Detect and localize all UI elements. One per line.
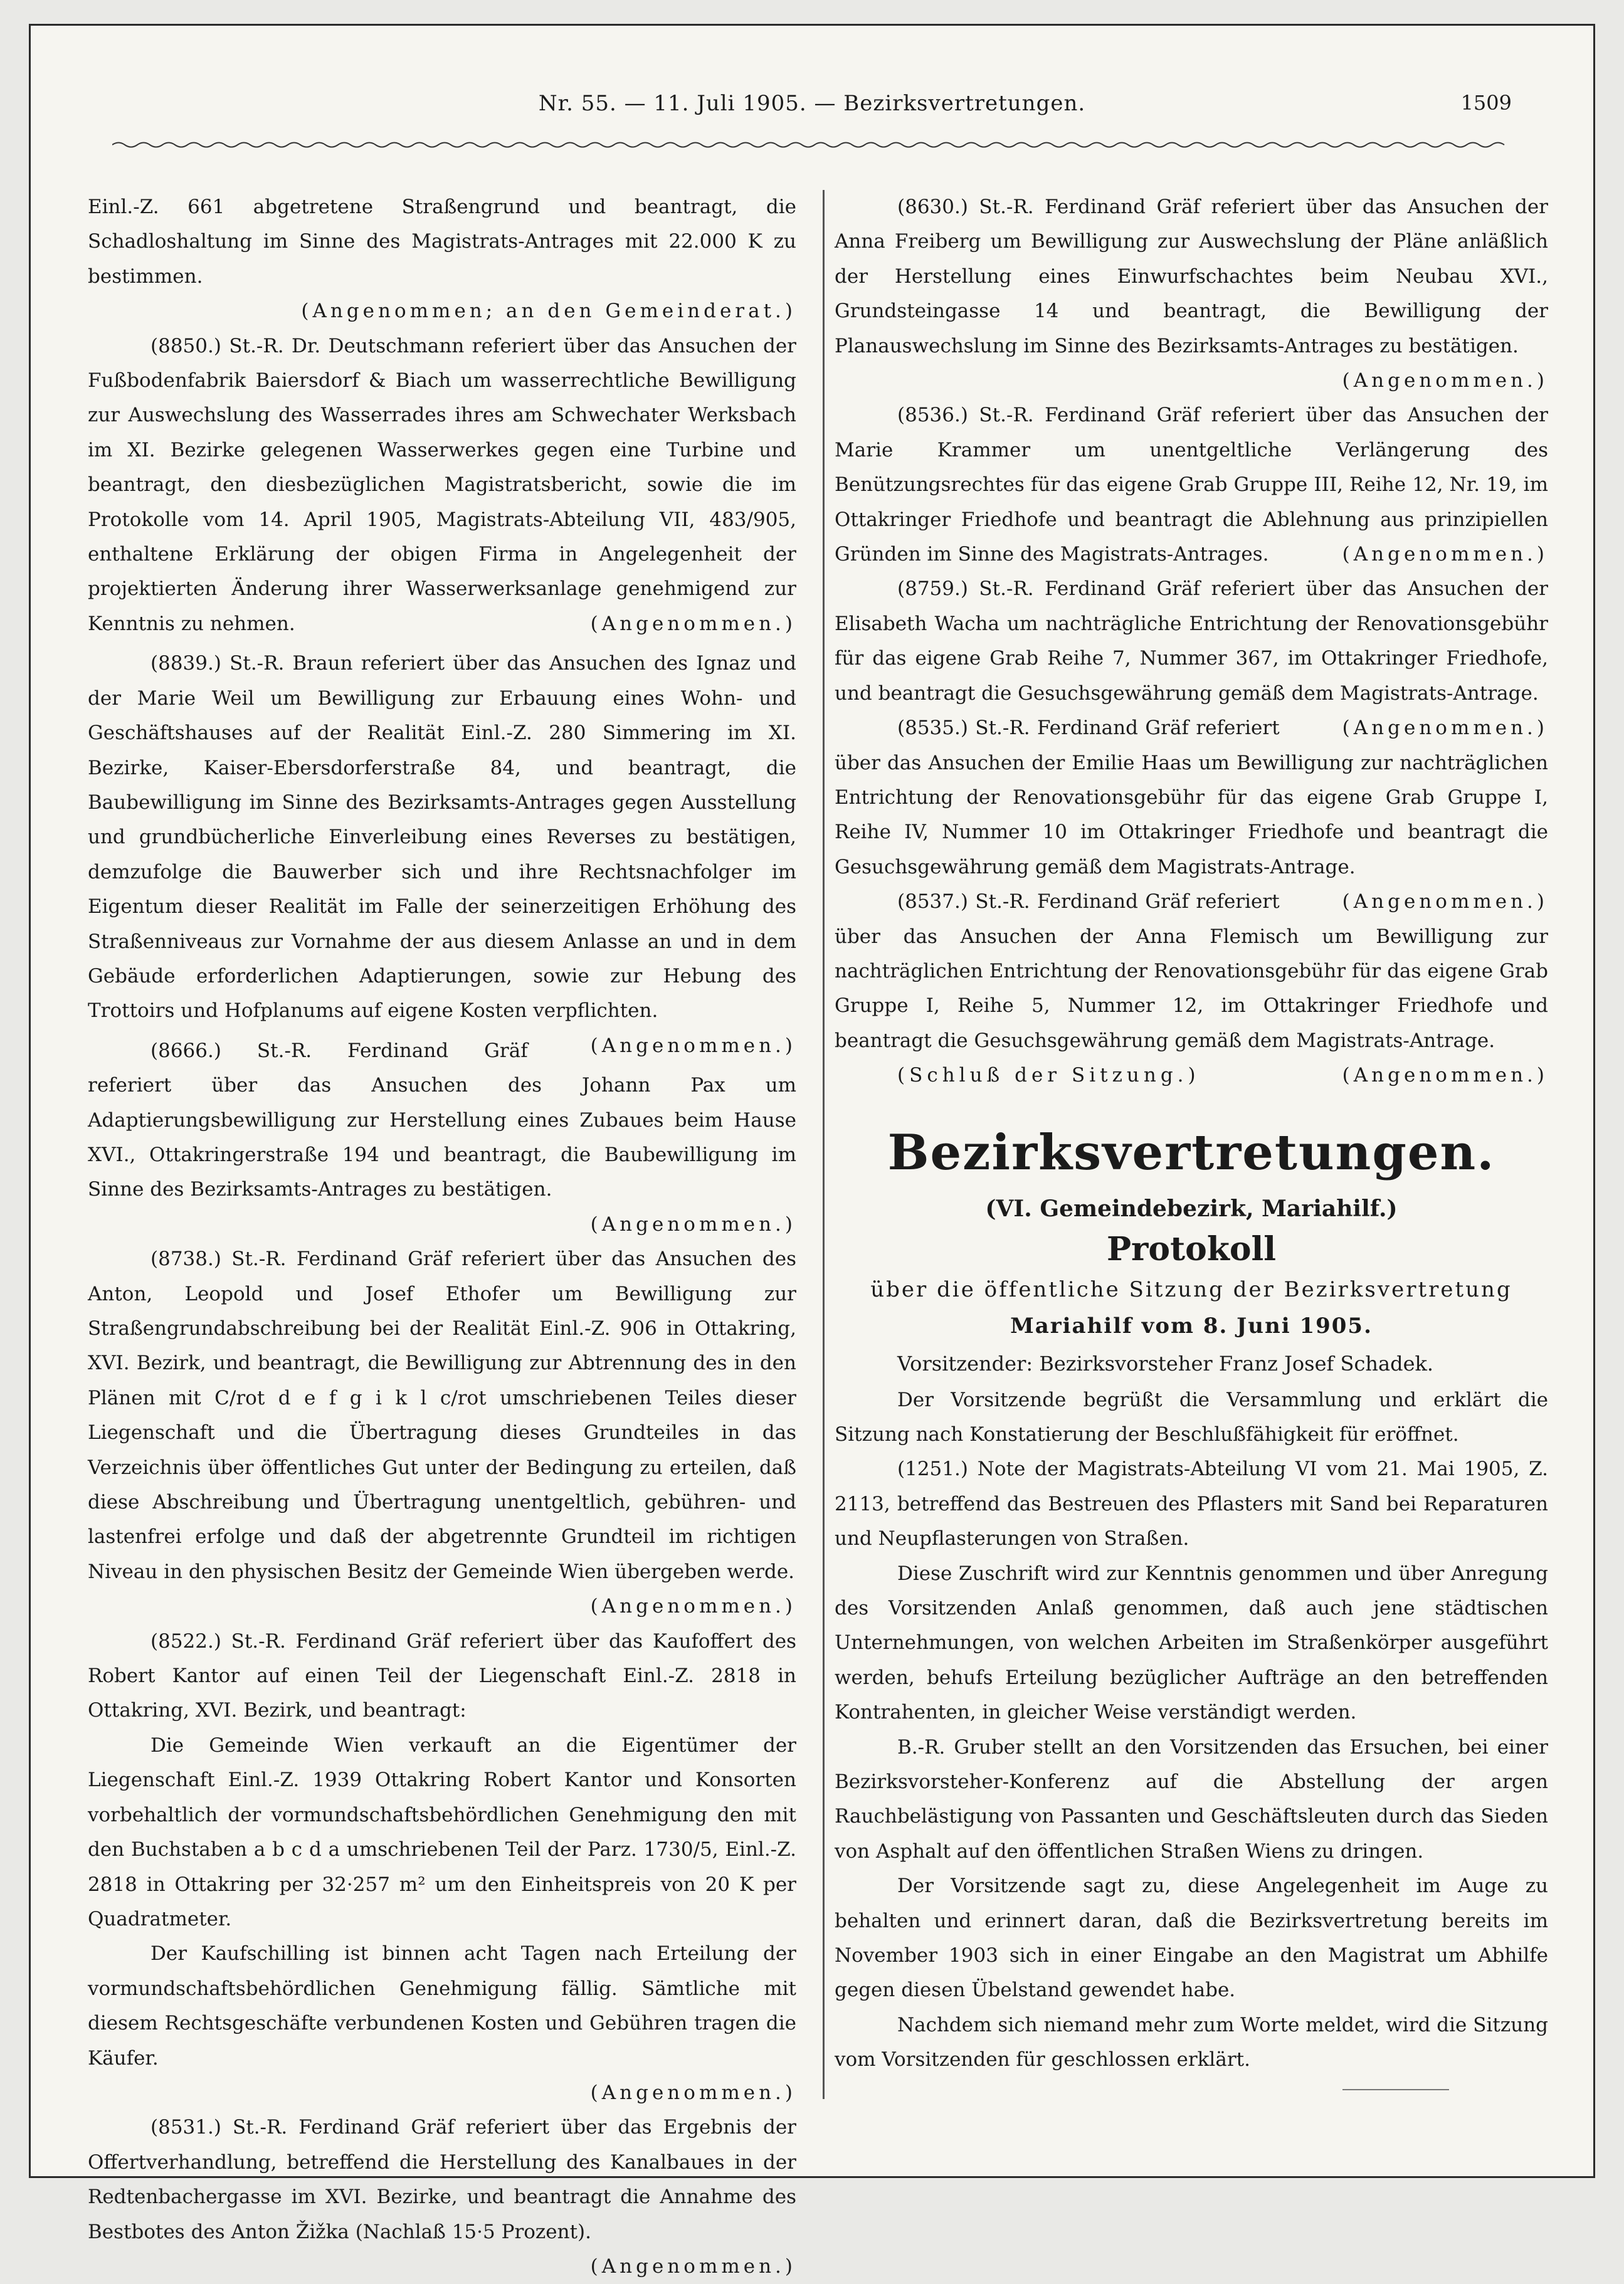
paragraph: (8759.) St.-R. Ferdinand Gräf referiert über das Ansuchen der Elisabeth Wacha um nachträgliche Entrichtung der Renovationsgebühr für das eigene Grab Reihe 7, Nummer 367, im Ottakringer Friedhofe, und beantragt die Gesuchsgewährung gemäß dem Magistrats-Antrage. (Angenommen.) xyxy=(835,572,1548,711)
paragraph: (8850.) St.-R. Dr. Deutschmann referiert über das Ansuchen der Fußbodenfabrik Baiersdorf & Biach um wasserrechtliche Bewilligung zur Auswechslung des Wasserrades ihres am Schwechater Werksbach im XI. Bezirke gelegenen Wasserwerkes gegen eine Turbine und beantragt, den diesbezüglichen Magistratsbericht, sowie die im Protokolle vom 14. April 1905, Magistrats-Abteilung VII, 483/905, enthaltene Erklärung der obigen Firma in Angelegenheit der projektierten Änderung ihrer Wasserwerksanlage genehmigend zur Kenntnis zu nehmen. (Angenommen.) xyxy=(88,329,796,642)
resolution-note: (Angenommen.) xyxy=(590,2255,796,2278)
paragraph: (8666.) St.-R. Ferdinand Gräf referiert über das Ansuchen des Johann Pax um Adaptierungsbewilligung zur Herstellung eines Zubaues beim Hause XVI., Ottakringerstraße 194 und beantragt, die Baubewilligung im Sinne des Bezirksamts-Antrages zu bestätigen. xyxy=(88,1039,796,1201)
paragraph: Der Kaufschilling ist binnen acht Tagen nach Erteilung der vormundschaftsbehördlichen Genehmigung fällig. Sämtliche mit diesem Rechtsgeschäfte verbundenen Kosten und Gebühren tragen die Käufer. xyxy=(88,1942,796,2070)
chair-line: Vorsitzender: Bezirksvorsteher Franz Josef Schadek. xyxy=(897,1351,1434,1376)
session-closed: (Schluß der Sitzung.) xyxy=(897,1064,1200,1087)
resolution-note: (Angenommen.) xyxy=(590,612,796,635)
paragraph: Nachdem sich niemand mehr zum Worte meldet, wird die Sitzung vom Vorsitzenden für geschlossen erklärt. xyxy=(835,2013,1548,2071)
column-divider xyxy=(823,190,825,2099)
paragraph: (8531.) St.-R. Ferdinand Gräf referiert über das Ergebnis der Offertverhandlung, betreffend die Herstellung des Kanalbaues in der Redtenbachergasse im XVI. Bezirke, und beantragt die Annahme des Bestbotes des Anton Žižka (Nachlaß 15·5 Prozent). xyxy=(88,2116,796,2243)
paragraph: Die Gemeinde Wien verkauft an die Eigentümer der Liegenschaft Einl.-Z. 1939 Ottakring Robert Kantor und Konsorten vorbehaltlich der vormundschaftsbehördlichen Genehmigung den mit den Buchstaben a b c d a umschriebenen Teil der Parz. 1730/5, Einl.-Z. 2818 in Ottakring per 32·257 m² um den Einheitspreis von 20 K per Quadratmeter. xyxy=(88,1734,796,1930)
newspaper-page xyxy=(29,24,1595,2278)
protokoll-heading: Protokoll xyxy=(1106,1229,1277,1268)
paragraph: (1251.) Note der Magistrats-Abteilung VI vom 21. Mai 1905, Z. 2113, betreffend das Bestreuen des Pflasters mit Sand bei Reparaturen und Neupflasterungen von Straßen. xyxy=(835,1458,1548,1550)
paragraph: (8535.) St.-R. Ferdinand Gräf referiert über das Ansuchen der Emilie Haas um Bewilligung zur nachträglichen Entrichtung der Renovationsgebühr für das eigene Grab Gruppe I, Reihe IV, Nummer 10 im Ottakringer Friedhofe und beantragt die Gesuchsgewährung gemäß dem Magistrats-Antrage. (Angenommen.) xyxy=(835,711,1548,885)
session-date-line: Mariahilf vom 8. Juni 1905. xyxy=(1010,1313,1373,1339)
paragraph: (8537.) St.-R. Ferdinand Gräf referiert über das Ansuchen der Anna Flemisch um Bewilligung zur nachträglichen Entrichtung der Renovationsgebühr für das eigene Grab Gruppe I, Reihe 5, Nummer 12, im Ottakringer Friedhofe und beantragt die Gesuchsgewährung gemäß dem Magistrats-Antrage. (Angenommen.) xyxy=(835,885,1548,1058)
paragraph: (8522.) St.-R. Ferdinand Gräf referiert über das Kaufoffert des Robert Kantor auf einen Teil der Liegenschaft Einl.-Z. 2818 in Ottakring, XVI. Bezirk, und beantragt: xyxy=(88,1629,796,1722)
left-column xyxy=(88,190,796,2284)
paragraph: (8839.) St.-R. Braun referiert über das Ansuchen des Ignaz und der Marie Weil um Bewilligung zur Erbauung eines Wohn- und Geschäftshauses auf der Realität Einl.-Z. 280 Simmering im XI. Bezirke, Kaiser-Ebersdorferstraße 84, und beantragt, die Baubewilligung im Sinne des Bezirksamts-Antrages gegen Ausstellung und grundbücherliche Einverleibung eines Reverses zu bestätigen, demzufolge die Bauwerber sich und ihre Rechtsnachfolger im Eigentum dieser Realität im Falle der seinerzeitigen Erhöhung des Straßenniveaus zur Vornahme der aus diesem Anlasse an und in dem Gebäude erforderlichen Adaptierungen, sowie zur Hebung des Trottoirs und Hofplanums auf eigene Kosten verpflichten. (Angenommen.) xyxy=(88,646,796,1028)
resolution-note: (Angenommen.) xyxy=(1342,543,1548,566)
resolution-note: (Angenommen.) xyxy=(590,1213,796,1236)
resolution-note: (Angenommen.) xyxy=(1342,1064,1548,1087)
paragraph: B.-R. Gruber stellt an den Vorsitzenden das Ersuchen, bei einer Bezirksvorsteher-Konferenz auf die Abstellung der argen Rauchbelästigung von Passanten und Geschäftsleuten durch das Sieden von Asphalt auf den öffentlichen Straßen Wiens zu dringen. xyxy=(835,1735,1548,1863)
page-number: 1509 xyxy=(1460,91,1512,115)
page-header xyxy=(31,88,1593,132)
resolution-note: (Angenommen.) xyxy=(590,1034,796,1057)
section-heading: Bezirksvertretungen. xyxy=(887,1124,1495,1181)
resolution-note: (Angenommen; an den Gemeinderat.) xyxy=(301,300,796,323)
paragraph: (8738.) St.-R. Ferdinand Gräf referiert über das Ansuchen des Anton, Leopold und Josef Ethofer um Bewilligung zur Straßengrundabschreibung bei der Realität Einl.-Z. 906 in Ottakring, XVI. Bezirk, und beantragt, die Bewilligung zur Abtrennung des in den Plänen mit C/rot d e f g i k l c/rot umschriebenen Teiles dieser Liegenschaft und die Übertragung dieses Grundteiles in das Verzeichnis über öffentliches Gut unter der Bedingung zu erteilen, daß diese Abschreibung und Übertragung unentgeltlich, gebühren- und lastenfrei erfolge und daß der abgetrennte Grundteil im richtigen Niveau in den physischen Besitz der Gemeinde Wien übergeben werde. xyxy=(88,1248,796,1583)
resolution-note: (Angenommen.) xyxy=(590,2081,796,2104)
end-rule xyxy=(1342,2089,1449,2090)
paragraph: Diese Zuschrift wird zur Kenntnis genommen und über Anregung des Vorsitzenden Anlaß genommen, daß auch jene städtischen Unternehmungen, von welchen Arbeiten im Straßenkörper ausgeführt werden, behufs Erteilung bezüglicher Aufträge an den betreffenden Kontrahenten, in gleicher Weise verständigt werden. xyxy=(835,1562,1548,1724)
resolution-note: (Angenommen.) xyxy=(1342,369,1548,392)
session-line: über die öffentliche Sitzung der Bezirksvertretung xyxy=(870,1276,1512,1302)
paragraph: (8630.) St.-R. Ferdinand Gräf referiert über das Ansuchen der Anna Freiberg um Bewilligung zur Auswechslung der Pläne anläßlich der Herstellung eines Einwurfschachtes beim Neubau XVI., Grundsteingasse 14 und beantragt, die Bewilligung der Planauswechslung im Sinne des Bezirksamts-Antrages zu bestätigen. xyxy=(835,196,1548,357)
header-wavy-rule xyxy=(112,140,1511,149)
right-column xyxy=(835,190,1548,2090)
paragraph: Einl.-Z. 661 abgetretene Straßengrund und beantragt, die Schadloshaltung im Sinne des Magistrats-Antrages mit 22.000 K zu bestimmen. xyxy=(88,196,796,288)
paragraph: Der Vorsitzende sagt zu, diese Angelegenheit im Auge zu behalten und erinnert daran, daß die Bezirksvertretung bereits im November 1903 sich in einer Eingabe an den Magistrat um Abhilfe gegen diesen Übelstand gewendet habe. xyxy=(835,1875,1548,2002)
resolution-note: (Angenommen.) xyxy=(1342,717,1548,740)
paragraph: Der Vorsitzende begrüßt die Versammlung und erklärt die Sitzung nach Konstatierung der Beschlußfähigkeit für eröffnet. xyxy=(835,1388,1548,1446)
resolution-note: (Angenommen.) xyxy=(1342,890,1548,913)
resolution-note: (Angenommen.) xyxy=(590,1595,796,1618)
paragraph: (8536.) St.-R. Ferdinand Gräf referiert über das Ansuchen der Marie Krammer um unentgeltliche Verlängerung des Benützungsrechtes für das eigene Grab Gruppe III, Reihe 12, Nr. 19, im Ottakringer Friedhofe und beantragt die Ablehnung aus prinzipiellen Gründen im Sinne des Magistrats-Antrages. (Angenommen.) xyxy=(835,398,1548,572)
header-title: Nr. 55. — 11. Juli 1905. — Bezirksvertretungen. xyxy=(538,91,1086,116)
district-subheading: (VI. Gemeindebezirk, Mariahilf.) xyxy=(985,1195,1398,1222)
